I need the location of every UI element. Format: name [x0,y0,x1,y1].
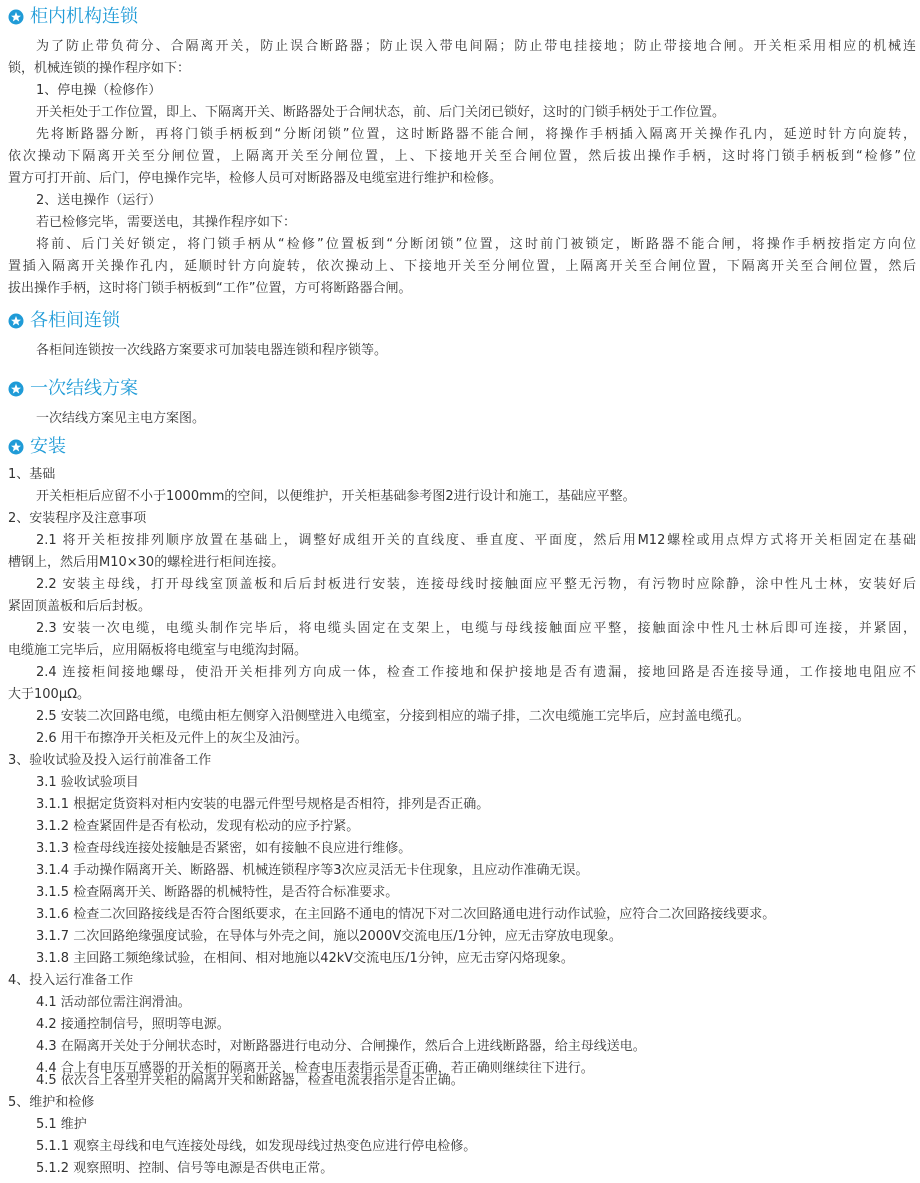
paragraph-line: 2.2 安装主母线，打开母线室顶盖板和后后封板进行安装，连接母线时接触面应平整无污物，有污物时应除静，涂中性凡士林，安装好后 [36,577,916,592]
star-circle-icon [8,439,24,455]
paragraph-line: 2.3 安装一次电缆，电缆头制作完毕后，将电缆头固定在支架上，电缆与母线接触面应平整，接触面涂中性凡士林后即可连接，并紧固， [36,621,916,636]
section-heading-cabinet-interlock [8,4,138,30]
list-item: 5.1.2 观察照明、控制、信号等电源是否供电正常。 [36,1161,334,1176]
list-item: 3.1.2 检查紧固件是否有松动，发现有松动的应予拧紧。 [36,819,360,834]
list-item: 4.5 依次合上各型开关柜的隔离开关和断路器，检查电流表指示是否正确。 [36,1073,464,1088]
list-heading: 2、安装程序及注意事项 [8,511,147,526]
list-heading: 5、维护和检修 [8,1095,95,1110]
paragraph-line: 置插入隔离开关操作孔内，延顺时针方向旋转，依次操动上、下接地开关至分闸位置，上隔离开关至合闸位置，下隔离开关至合闸位置，然后 [8,259,916,274]
paragraph-line: 将前、后门关好锁定，将门锁手柄从“检修”位置板到“分断闭锁”位置，这时前门被锁定，断路器不能合闸，将操作手柄按指定方向位 [36,237,916,252]
paragraph-line: 各柜间连锁按一次线路方案要求可加装电器连锁和程序锁等。 [36,343,388,358]
section-title: 各柜间连锁 [30,310,120,331]
section-heading-installation [8,434,66,460]
list-item: 3.1.1 根据定货资料对柜内安装的电器元件型号规格是否相符，排列是否正确。 [36,797,490,812]
star-circle-icon [8,313,24,329]
section-title: 柜内机构连锁 [30,6,138,27]
paragraph-line: 先将断路器分断，再将门锁手柄板到“分断闭锁”位置，这时断路器不能合闸，将操作手柄插入隔离开关操作孔内，延逆时针方向旋转， [36,127,916,142]
paragraph-line: 开关柜处于工作位置，即上、下隔离开关、断路器处于合闸状态，前、后门关闭已锁好，这时的门锁手柄处于工作位置。 [36,105,726,120]
list-item: 3.1.5 检查隔离开关、断路器的机械特性，是否符合标准要求。 [36,885,399,900]
list-item: 4.2 接通控制信号，照明等电源。 [36,1017,230,1032]
list-heading: 4、投入运行准备工作 [8,973,134,988]
subheading-power-off: 1、停电操（检修作） [36,83,162,98]
list-item: 3.1.4 手动操作隔离开关、断路器、机械连锁程序等3次应灵活无卡住现象，且应动作准确无误。 [36,863,589,878]
section-title: 安装 [30,436,66,457]
list-item: 3.1.8 主回路工频绝缘试验，在相间、相对地施以42kV交流电压/1分钟，应无击穿闪烙现象。 [36,951,574,966]
section-heading-inter-cabinet-interlock [8,308,120,334]
paragraph-line: 拔出操作手柄，这时将门锁手柄板到“工作”位置，方可将断路器合闸。 [8,281,412,296]
paragraph-line: 锁，机械连锁的操作程序如下： [8,61,191,76]
paragraph-line: 2.4 连接柜间接地螺母，使沿开关柜排列方向成一体，检查工作接地和保护接地是否有遗漏，接地回路是否连接导通，工作接地电阻应不 [36,665,916,680]
list-item: 3.1.6 检查二次回路接线是否符合图纸要求，在主回路不通电的情况下对二次回路通电进行动作试验，应符合二次回路接线要求。 [36,907,776,922]
list-item: 5.1.1 观察主母线和电气连接处母线，如发现母线过热变色应进行停电检修。 [36,1139,477,1154]
star-circle-icon [8,381,24,397]
paragraph-line: 2.5 安装二次回路电缆，电缆由柜左侧穿入沿侧壁进入电缆室，分接到相应的端子排，二次电缆施工完毕后，应封盖电缆孔。 [36,709,750,724]
list-subheading: 3.1 验收试验项目 [36,775,139,790]
paragraph-line: 置方可打开前、后门，停电操作完毕，检修人员可对断路器及电缆室进行维护和检修。 [8,171,503,186]
paragraph-line: 为了防止带负荷分、合隔离开关，防止误合断路器；防止误入带电间隔；防止带电挂接地；防止带接地合闸。开关柜采用相应的机械连 [36,39,916,54]
list-item: 3.1.7 二次回路绝缘强度试验，在导体与外壳之间，施以2000V交流电压/1分钟，应无击穿放电现象。 [36,929,622,944]
list-heading: 3、验收试验及投入运行前准备工作 [8,753,212,768]
list-item: 4.4 合上有电压互感器的开关柜的隔离开关，检查电压表指示是否正确，若正确则继续往下进行。 [36,1061,594,1076]
paragraph-line: 槽钢上，然后用M10×30的螺栓进行柜间连接。 [8,555,285,570]
paragraph-line: 开关柜柜后应留不小于1000mm的空间，以便维护，开关柜基础参考图2进行设计和施工，基础应平整。 [36,489,636,504]
paragraph-line: 若已检修完毕，需要送电，其操作程序如下： [36,215,297,230]
paragraph-line: 紧固顶盖板和后后封板。 [8,599,152,614]
star-circle-icon [8,9,24,25]
subheading-power-on: 2、送电操作（运行） [36,193,162,208]
paragraph-line: 2.1 将开关柜按排列顺序放置在基础上，调整好成组开关的直线度、垂直度、平面度，然后用M12螺栓或用点焊方式将开关柜固定在基础 [36,533,916,548]
paragraph-line: 依次操动下隔离开关至分闸位置，上隔离开关至分闸位置，上、下接地开关至合闸位置，然后拔出操作手柄，这时将门锁手柄板到“检修”位 [8,149,916,164]
paragraph-line: 一次结线方案见主电方案图。 [36,411,206,426]
list-item: 4.3 在隔离开关处于分闸状态时，对断路器进行电动分、合闸操作，然后合上进线断路器，给主母线送电。 [36,1039,646,1054]
list-heading: 1、基础 [8,467,56,482]
list-subheading: 5.1 维护 [36,1117,87,1132]
section-heading-primary-wiring [8,376,138,402]
paragraph-line: 大于100μΩ。 [8,687,91,702]
paragraph-line: 2.6 用干布擦净开关柜及元件上的灰尘及油污。 [36,731,308,746]
section-title: 一次结线方案 [30,378,138,399]
paragraph-line: 电缆施工完毕后，应用隔板将电缆室与电缆沟封隔。 [8,643,308,658]
list-item: 3.1.3 检查母线连接处接触是否紧密，如有接触不良应进行维修。 [36,841,412,856]
list-item: 4.1 活动部位需注润滑油。 [36,995,191,1010]
